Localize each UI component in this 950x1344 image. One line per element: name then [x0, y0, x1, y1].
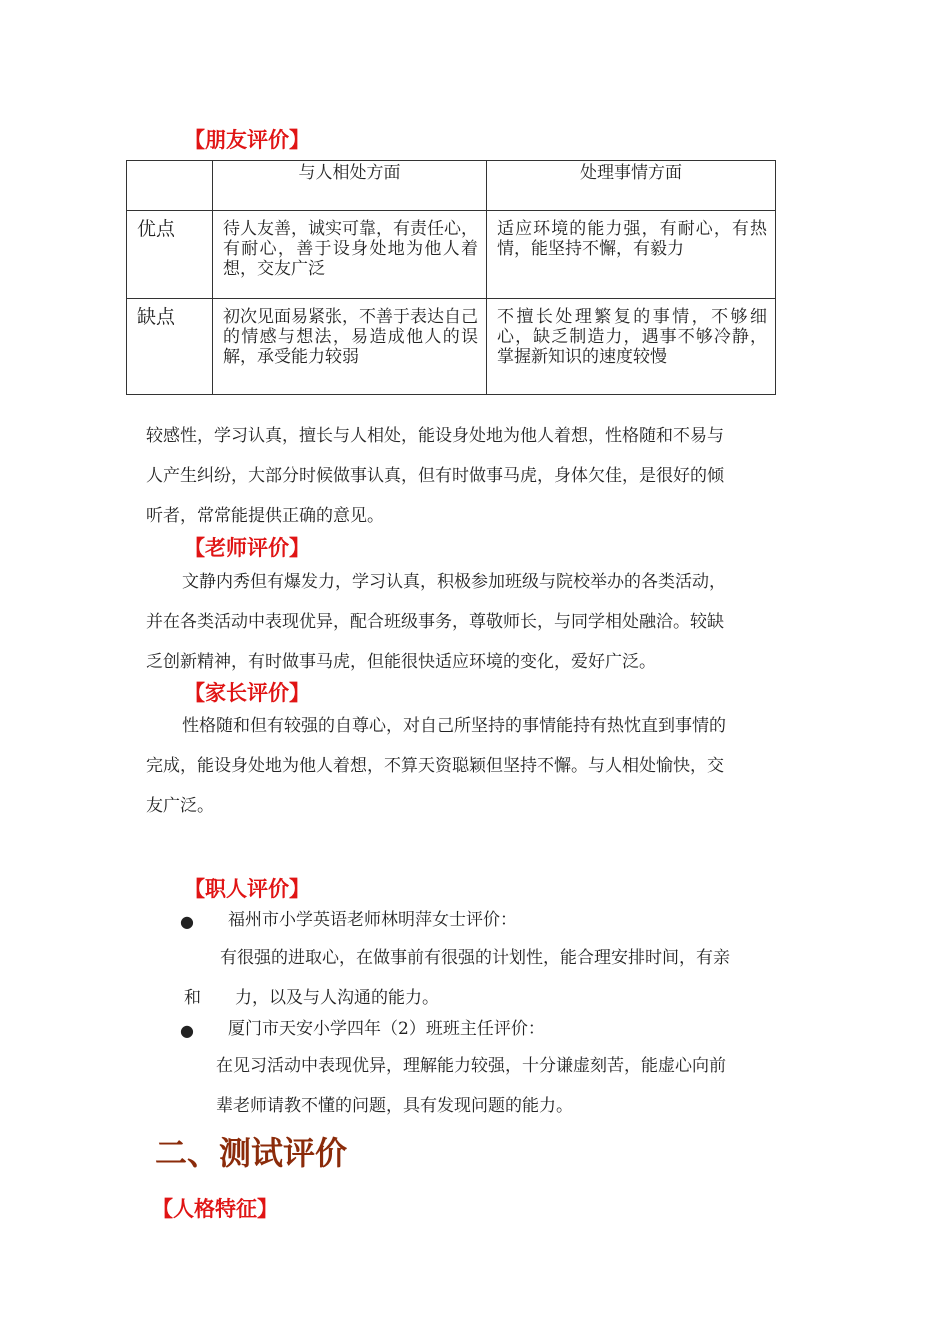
section-title: 二、测试评价: [155, 1134, 348, 1172]
friend-eval-table: [126, 160, 776, 395]
workplace-item-line: 辈老师请教不懂的问题，具有发现问题的能力。: [216, 1096, 573, 1116]
personality-heading: 【人格特征】: [152, 1197, 278, 1221]
parent-eval-line: 性格随和但有较强的自尊心，对自己所坚持的事情能持有热忱直到事情的: [182, 716, 726, 736]
table-header-row: [127, 161, 776, 211]
workplace-item-line: 和 力，以及与人沟通的能力。: [184, 988, 439, 1008]
workplace-item-line: 在见习活动中表现优异，理解能力较强，十分谦虚刻苦，能虚心向前: [216, 1056, 726, 1076]
workplace-item-text: [184, 938, 814, 1018]
bullet-icon: ●: [180, 1021, 194, 1040]
workplace-item-title: 厦门市天安小学四年（2）班班主任评价：: [228, 1019, 545, 1039]
friend-summary-line: 人产生纠纷，大部分时候做事认真，但有时做事马虎，身体欠佳，是很好的倾: [146, 466, 724, 486]
cell-strengths-matters: 适应环境的能力强，有耐心，有热情，能坚持不懈，有毅力: [487, 211, 776, 299]
parent-eval-heading: 【家长评价】: [184, 681, 310, 705]
parent-eval-line: 完成，能设身处地为他人着想，不算天资聪颖但坚持不懈。与人相处愉快，交: [146, 756, 724, 776]
friend-eval-heading: 【朋友评价】: [184, 128, 310, 152]
teacher-eval-line: 文静内秀但有爆发力，学习认真，积极参加班级与院校举办的各类活动，: [182, 572, 726, 592]
cell-strengths-people: 待人友善，诚实可靠，有责任心，有耐心，善于设身处地为他人着想，交友广泛: [213, 211, 487, 299]
teacher-eval-line: 并在各类活动中表现优异，配合班级事务，尊敬师长，与同学相处融洽。较缺: [146, 612, 724, 632]
friend-summary-line: 听者，常常能提供正确的意见。: [146, 506, 384, 526]
teacher-eval-heading: 【老师评价】: [184, 536, 310, 560]
table-header-people: 与人相处方面: [213, 161, 487, 211]
row-label-weaknesses: 缺点: [127, 299, 213, 395]
workplace-item-line: 有很强的进取心，在做事前有很强的计划性，能合理安排时间，有亲: [220, 948, 730, 968]
parent-eval-text: [146, 706, 811, 826]
teacher-eval-line: 乏创新精神，有时做事马虎，但能很快适应环境的变化，爱好广泛。: [146, 652, 656, 672]
friend-summary: [146, 416, 811, 536]
workplace-item-title: 福州市小学英语老师林明萍女士评价：: [228, 910, 517, 930]
parent-eval-line: 友广泛。: [146, 796, 214, 816]
workplace-eval-heading: 【职人评价】: [184, 877, 310, 901]
cell-weaknesses-people: 初次见面易紧张，不善于表达自己的情感与想法，易造成他人的误解，承受能力较弱: [213, 299, 487, 395]
table-row-weaknesses: [127, 299, 776, 395]
table-row-strengths: [127, 211, 776, 299]
table-header-matters: 处理事情方面: [487, 161, 776, 211]
friend-summary-line: 较感性，学习认真，擅长与人相处，能设身处地为他人着想，性格随和不易与: [146, 426, 724, 446]
teacher-eval-text: [146, 562, 811, 682]
cell-weaknesses-matters: 不擅长处理繁复的事情，不够细心，缺乏制造力，遇事不够冷静，掌握新知识的速度较慢: [487, 299, 776, 395]
row-label-strengths: 优点: [127, 211, 213, 299]
bullet-icon: ●: [180, 912, 194, 931]
workplace-item-text: [216, 1046, 816, 1126]
table-header-empty: [127, 161, 213, 211]
